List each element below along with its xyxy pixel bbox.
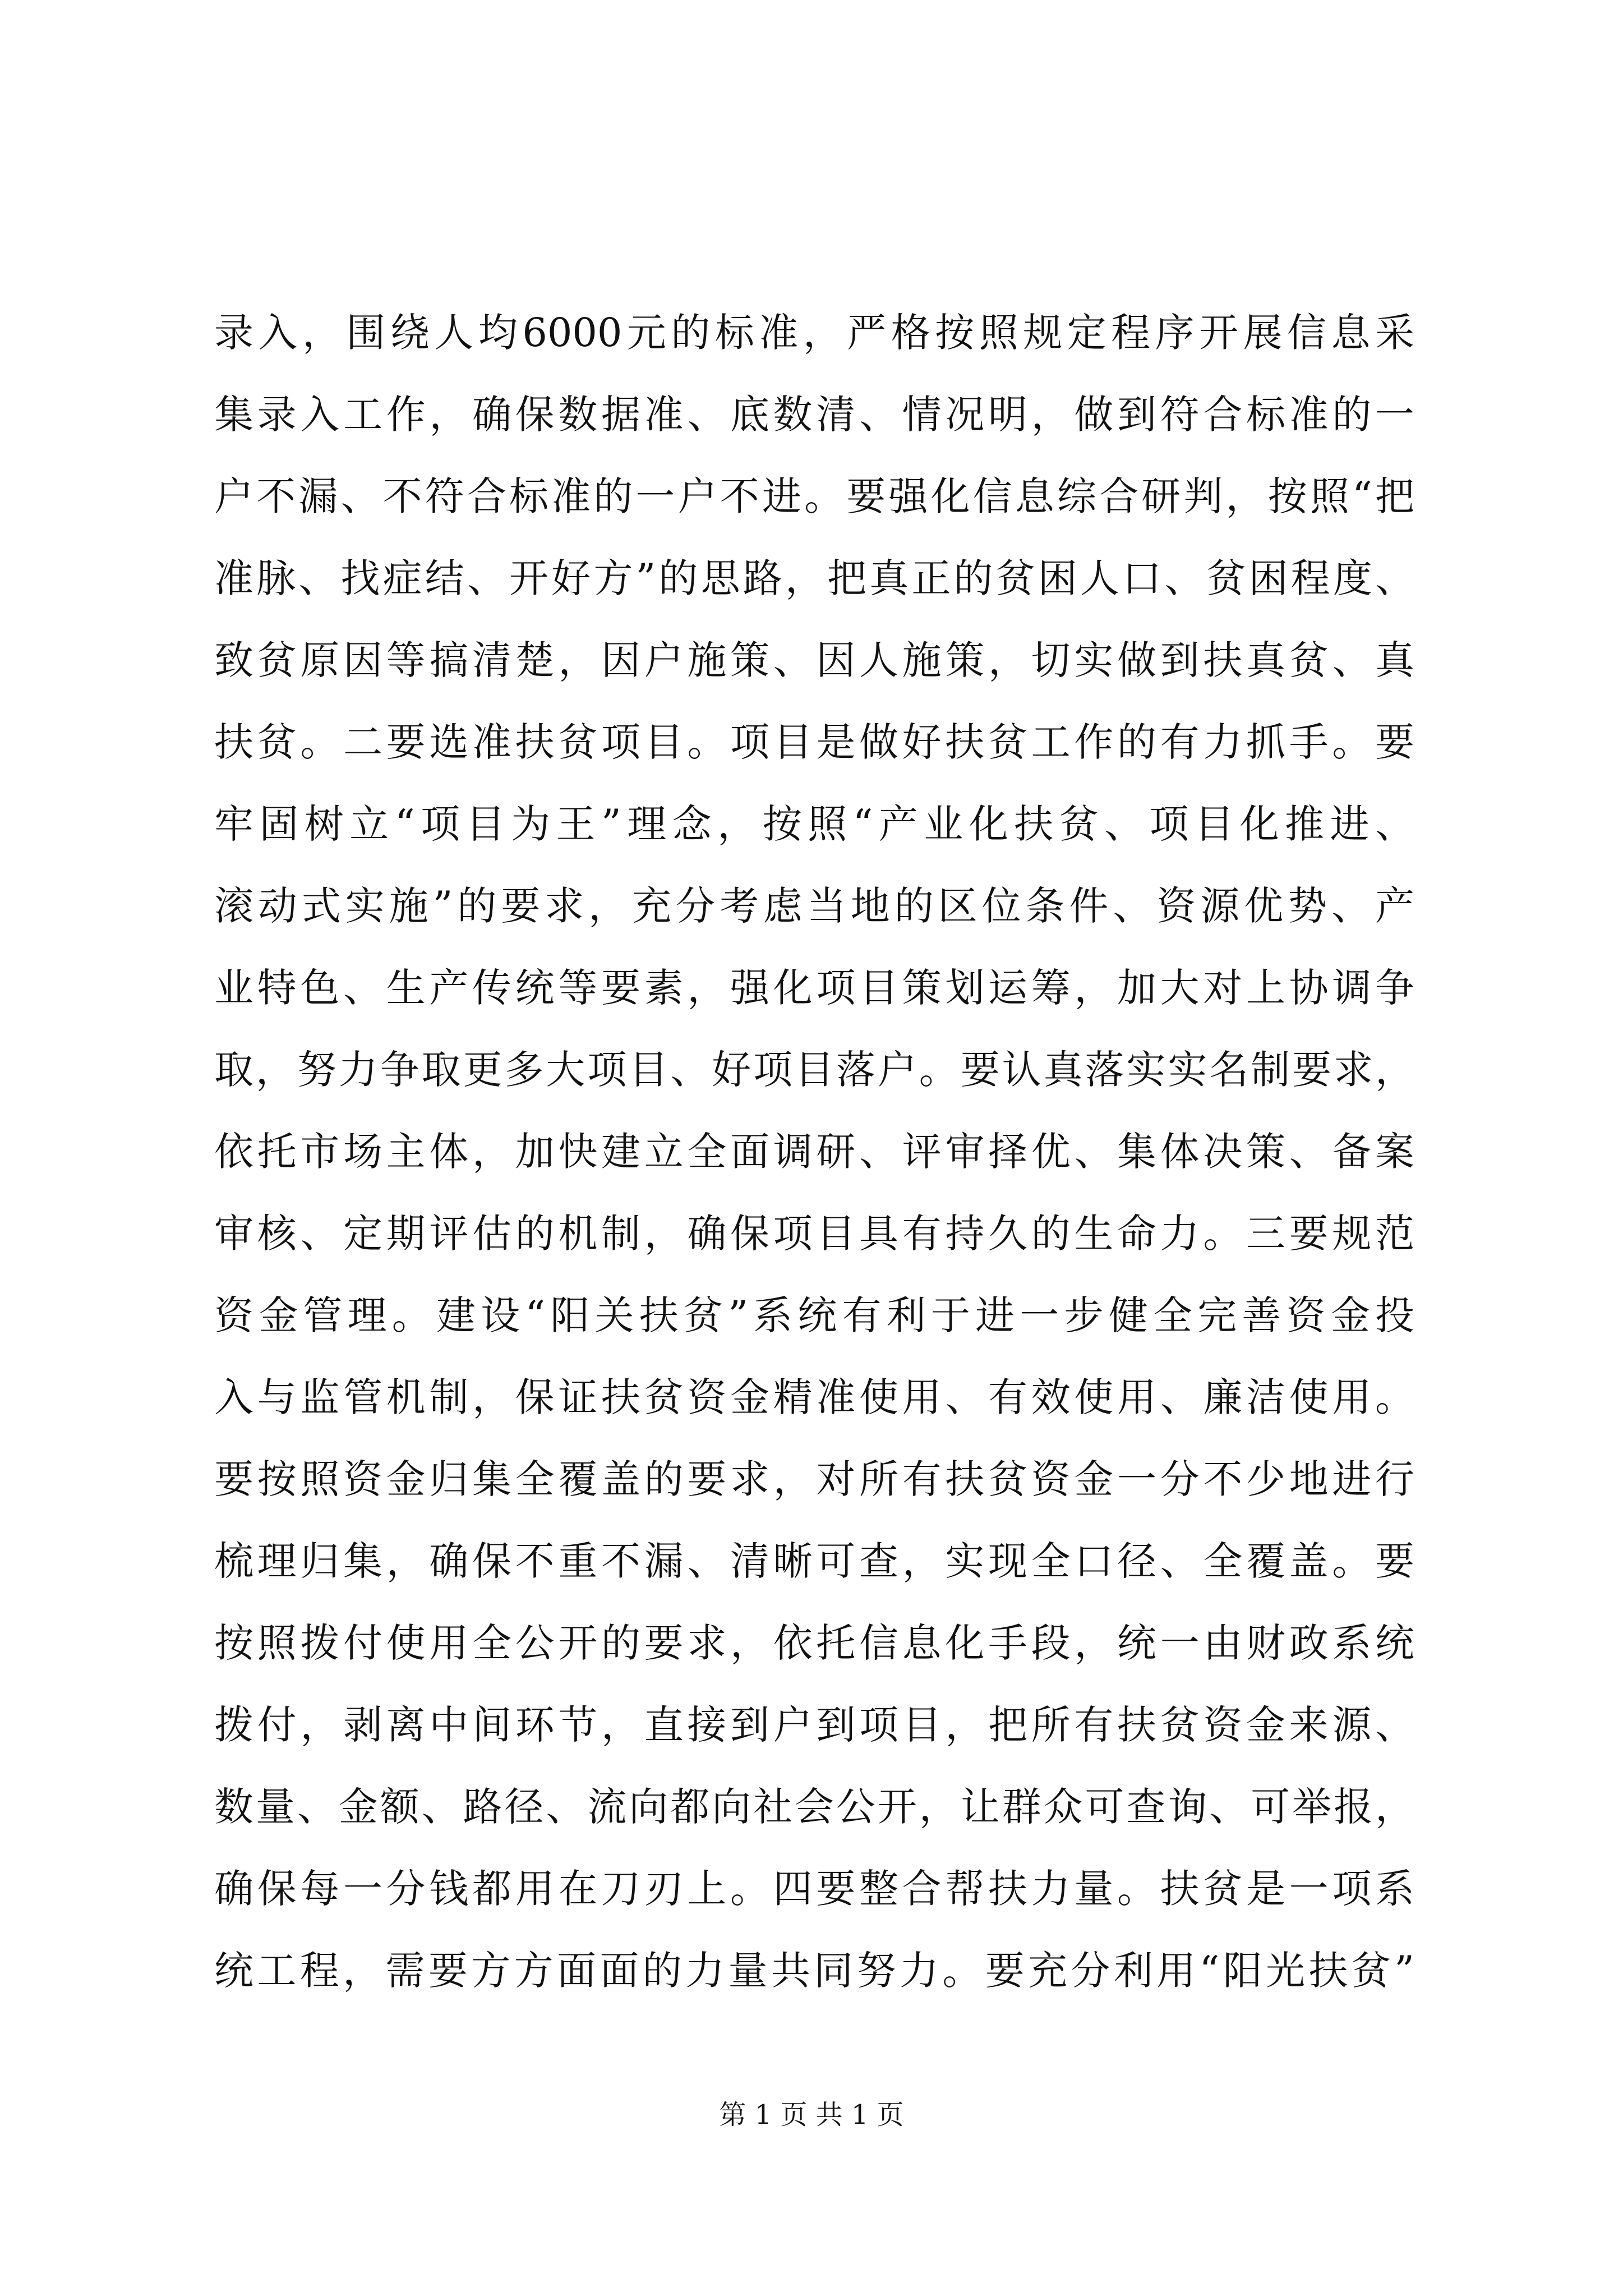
text-line: 取，努力争取更多大项目、好项目落户。要认真落实实名制要求，	[214, 1047, 1414, 1093]
body-text	[214, 292, 1414, 2012]
text-line: 审核、定期评估的机制，确保项目具有持久的生命力。三要规范	[214, 1211, 1414, 1257]
text-line: 准脉、找症结、开好方”的思路，把真正的贫困人口、贫困程度、	[214, 555, 1414, 601]
page-footer: 第 1 页 共 1 页	[719, 2099, 904, 2131]
text-line: 按照拨付使用全公开的要求，依托信息化手段，统一由财政系统	[214, 1620, 1414, 1666]
text-line: 依托市场主体，加快建立全面调研、评审择优、集体决策、备案	[214, 1129, 1414, 1175]
text-line: 数量、金额、路径、流向都向社会公开，让群众可查询、可举报，	[214, 1784, 1414, 1830]
text-line: 牢固树立“项目为王”理念，按照“产业化扶贫、项目化推进、	[214, 801, 1414, 847]
text-line: 拨付，剥离中间环节，直接到户到项目，把所有扶贫资金来源、	[214, 1702, 1414, 1748]
text-line: 户不漏、不符合标准的一户不进。要强化信息综合研判，按照“把	[214, 473, 1414, 519]
text-line: 资金管理。建设“阳关扶贫”系统有利于进一步健全完善资金投	[214, 1292, 1414, 1338]
text-line: 滚动式实施”的要求，充分考虑当地的区位条件、资源优势、产	[214, 883, 1414, 929]
text-line: 录入，围绕人均6000元的标准，严格按照规定程序开展信息采	[214, 310, 1414, 356]
text-line: 扶贫。二要选准扶贫项目。项目是做好扶贫工作的有力抓手。要	[214, 719, 1414, 765]
text-line: 梳理归集，确保不重不漏、清晰可查，实现全口径、全覆盖。要	[214, 1538, 1414, 1584]
text-line: 集录入工作，确保数据准、底数清、情况明，做到符合标准的一	[214, 392, 1414, 438]
text-line: 要按照资金归集全覆盖的要求，对所有扶贫资金一分不少地进行	[214, 1456, 1414, 1502]
text-line: 业特色、生产传统等要素，强化项目策划运筹，加大对上协调争	[214, 965, 1414, 1011]
text-line: 统工程，需要方方面面的力量共同努力。要充分利用“阳光扶贫”	[214, 1948, 1414, 1994]
text-line: 确保每一分钱都用在刀刃上。四要整合帮扶力量。扶贫是一项系	[214, 1866, 1414, 1912]
text-line: 致贫原因等搞清楚，因户施策、因人施策，切实做到扶真贫、真	[214, 637, 1414, 683]
text-line: 入与监管机制，保证扶贫资金精准使用、有效使用、廉洁使用。	[214, 1374, 1414, 1420]
